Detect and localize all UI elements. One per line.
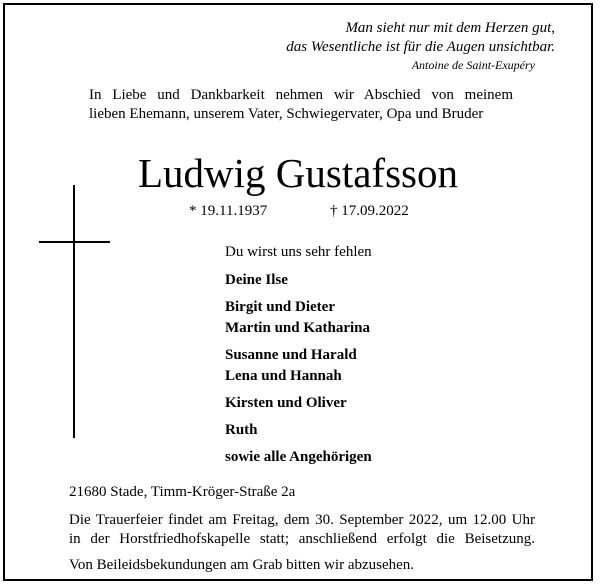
intro-line: lieben Ehemann, unserem Vater, Schwiegervater, Opa und Bruder xyxy=(89,106,484,122)
ceremony-line: Die Trauerfeier findet am Freitag, dem 30. September 2022, um 12.00 Uhr xyxy=(69,512,535,528)
quote-author: Antoine de Saint-Exupéry xyxy=(411,58,535,72)
family-group xyxy=(225,297,372,339)
death-date: † 17.09.2022 xyxy=(330,203,409,219)
family-group xyxy=(225,447,372,468)
quote-line: das Wesentliche ist für die Augen unsichtbar. xyxy=(286,39,555,55)
family-member: Deine Ilse xyxy=(225,272,288,288)
family-group xyxy=(225,420,372,441)
ceremony-line: in der Horstfriedhofskapelle statt; anschließend erfolgt die Beisetzung. xyxy=(69,531,535,547)
intro-text xyxy=(89,86,513,124)
ceremony-text xyxy=(69,511,535,549)
birth-date: * 19.11.1937 xyxy=(189,203,268,219)
intro-line: In Liebe und Dankbarkeit nehmen wir Abschied von meinem xyxy=(89,87,513,103)
family-member: Ruth xyxy=(225,422,258,438)
family-group xyxy=(225,345,372,387)
family-member: sowie alle Angehörigen xyxy=(225,449,372,465)
family-member: Susanne und Harald xyxy=(225,347,357,363)
obituary-frame xyxy=(3,3,593,581)
quote-block xyxy=(286,19,555,73)
miss-text: Du wirst uns sehr fehlen xyxy=(225,244,372,260)
cross-icon xyxy=(73,185,75,438)
cross-icon-bar xyxy=(39,241,110,243)
family-group xyxy=(225,270,372,291)
family-list xyxy=(225,270,372,474)
family-member: Lena und Hannah xyxy=(225,368,342,384)
family-member: Birgit und Dieter xyxy=(225,299,335,315)
deceased-name: Ludwig Gustafsson xyxy=(137,150,458,196)
family-member: Martin und Katharina xyxy=(225,320,371,336)
address: 21680 Stade, Timm-Kröger-Straße 2a xyxy=(69,484,296,500)
quote-line: Man sieht nur mit dem Herzen gut, xyxy=(345,20,555,36)
condolence-note: Von Beileidsbekundungen am Grab bitten wir abzusehen. xyxy=(69,557,415,573)
family-member: Kirsten und Oliver xyxy=(225,395,347,411)
family-group xyxy=(225,393,372,414)
